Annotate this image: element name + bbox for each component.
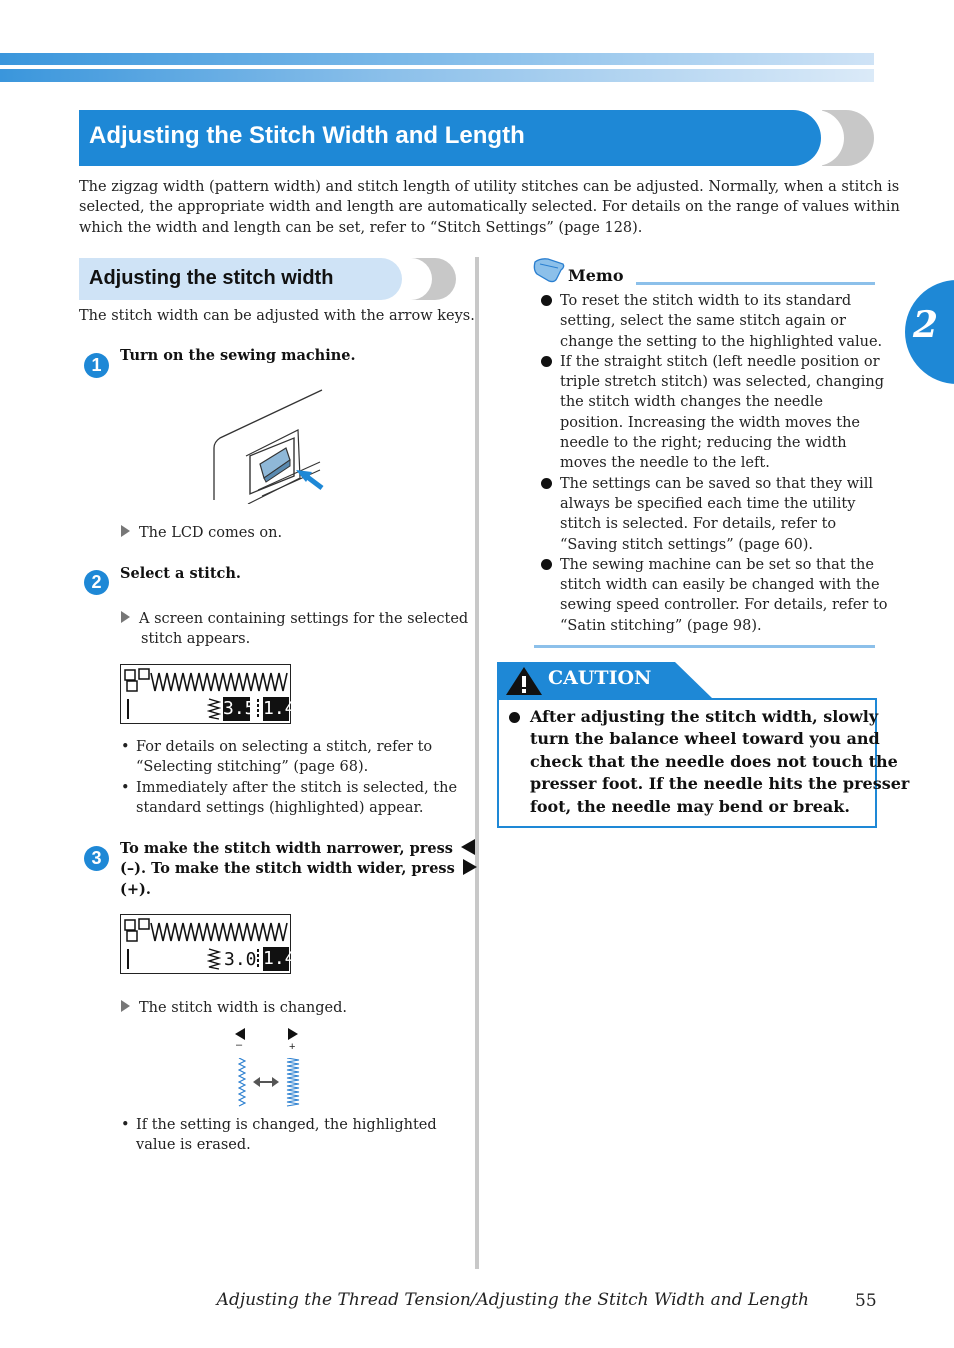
step-1-result bbox=[121, 523, 282, 543]
result-arrow-icon bbox=[121, 525, 130, 537]
step-3-title: To make the stitch width narrower, press (–). To make the stitch width wider, press (+). bbox=[120, 839, 450, 900]
page-number: 55 bbox=[855, 1291, 877, 1311]
wide-zigzag-icon bbox=[286, 1058, 300, 1108]
bullet-icon bbox=[541, 559, 552, 570]
result-text: The stitch width is changed. bbox=[139, 1000, 347, 1016]
footer-title: Adjusting the Thread Tension/Adjusting the Stitch Width and Length bbox=[216, 1290, 809, 1310]
needle-icon bbox=[127, 699, 129, 719]
step-1-title: Turn on the sewing machine. bbox=[120, 347, 356, 364]
narrow-zigzag-icon bbox=[238, 1058, 246, 1108]
chapter-number: 2 bbox=[913, 304, 939, 346]
result-text: stitch appears. bbox=[141, 631, 251, 648]
section-title: Adjusting the stitch width bbox=[89, 267, 334, 289]
intro-paragraph bbox=[79, 177, 900, 238]
stitch-pattern-icon bbox=[123, 667, 288, 697]
double-arrow-icon bbox=[253, 1076, 279, 1088]
warning-icon bbox=[505, 666, 543, 696]
header-stripe bbox=[0, 53, 874, 65]
intro-line: selected, the appropriate width and length are automatically selected. For details on the range of values within bbox=[79, 199, 900, 216]
stitch-length-value: 1.4 bbox=[263, 698, 296, 719]
memo-top-rule bbox=[636, 282, 875, 285]
step-3-notes bbox=[121, 1115, 437, 1156]
result-text: A screen containing settings for the selected bbox=[139, 611, 469, 627]
step-2-result bbox=[121, 609, 468, 650]
right-arrow-key-icon bbox=[463, 859, 477, 875]
result-arrow-icon bbox=[121, 1000, 130, 1012]
memo-item: If the straight stitch (left needle position or triple stretch stitch) was selected, changing the stitch width changes the needle position. Increasing the width moves the needle to the right; reducing the width moves the needle to the left. bbox=[540, 352, 880, 474]
caution-label: CAUTION bbox=[548, 667, 652, 689]
note-item: • Immediately after the stitch is selected, the standard settings (highlighted) appear. bbox=[121, 779, 458, 816]
memo-item: The sewing machine can be set so that the stitch width can easily be changed with the sewing speed controller. For details, refer to “Satin stitching” (page 98). bbox=[540, 555, 880, 636]
step-2-notes bbox=[121, 737, 457, 818]
bullet-icon bbox=[541, 295, 552, 306]
step-badge-2: 2 bbox=[84, 570, 109, 595]
note-item: • For details on selecting a stitch, refer to “Selecting stitching” (page 68). bbox=[121, 739, 433, 776]
stitch-width-value: 3.5 bbox=[223, 698, 256, 719]
stitch-pattern-icon bbox=[123, 917, 288, 947]
width-change-illustration bbox=[230, 1026, 310, 1110]
page-title: Adjusting the Stitch Width and Length bbox=[89, 122, 525, 149]
power-switch-illustration bbox=[210, 386, 332, 504]
right-arrow-icon bbox=[288, 1028, 298, 1040]
header-stripe-lower bbox=[0, 69, 874, 82]
lcd-separator bbox=[257, 699, 259, 719]
step-2-title: Select a stitch. bbox=[120, 565, 241, 582]
stitch-length-value: 1.4 bbox=[263, 948, 296, 969]
bullet-icon bbox=[509, 712, 520, 723]
memo-item: The settings can be saved so that they will always be specified each time the utility stitch is selected. For details, refer to “Saving stitch settings” (page 60). bbox=[540, 474, 880, 555]
bullet-icon bbox=[541, 356, 552, 367]
memo-bottom-rule bbox=[534, 645, 875, 648]
memo-item: To reset the stitch width to its standard setting, select the same stitch again or change the setting to the highlighted value. bbox=[540, 291, 880, 352]
result-arrow-icon bbox=[121, 611, 130, 623]
caution-message: After adjusting the stitch width, slowly turn the balance wheel toward you and check that the needle does not touch the presser foot. If the needle hits the presser foot, the needle may bend or break. bbox=[509, 706, 869, 818]
lcd-display bbox=[120, 664, 296, 724]
column-divider bbox=[475, 257, 479, 1269]
memo-title: Memo bbox=[568, 266, 624, 285]
section-description: The stitch width can be adjusted with the arrow keys. bbox=[79, 308, 475, 324]
width-icon bbox=[207, 948, 221, 970]
left-arrow-key-icon bbox=[461, 839, 475, 855]
lcd-display bbox=[120, 914, 296, 974]
bullet-icon bbox=[541, 478, 552, 489]
memo-icon bbox=[532, 256, 566, 286]
plus-label: + bbox=[289, 1041, 296, 1053]
needle-icon bbox=[127, 949, 129, 969]
step-badge-3: 3 bbox=[84, 846, 109, 871]
result-text: The LCD comes on. bbox=[139, 525, 283, 541]
width-icon bbox=[207, 698, 221, 720]
memo-list bbox=[540, 291, 888, 636]
intro-line: The zigzag width (pattern width) and stitch length of utility stitches can be adjusted. Normally, when a stitch is bbox=[79, 179, 900, 195]
note-item: • If the setting is changed, the highlighted value is erased. bbox=[121, 1117, 437, 1154]
intro-line: which the width and length can be set, refer to “Stitch Settings” (page 128). bbox=[79, 219, 643, 236]
stitch-width-value: 3.0 bbox=[224, 949, 257, 970]
lcd-separator bbox=[257, 949, 259, 969]
step-badge-1: 1 bbox=[84, 353, 109, 378]
step-3-result bbox=[121, 998, 347, 1018]
minus-label: – bbox=[236, 1039, 243, 1051]
